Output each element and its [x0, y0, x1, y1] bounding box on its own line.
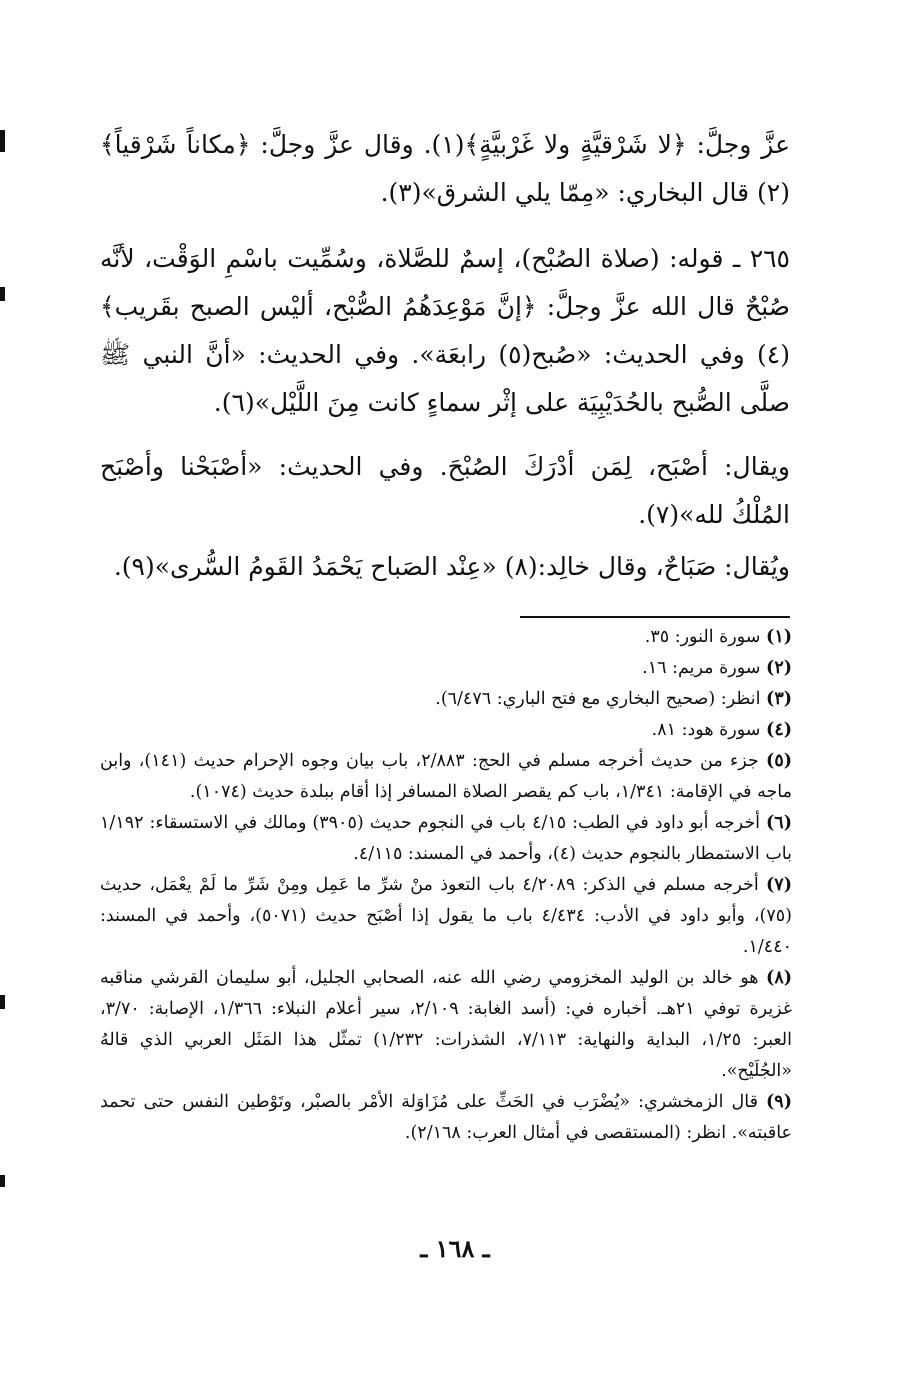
footnote-item [100, 746, 792, 808]
paragraph-asbaha: ويقال: أصْبَح، لِمَن أدْرَكَ الصُبْحَ. وفي الحديث: «أصْبَحْنا وأصْبَح المُلْكُ لله»(٧). [100, 452, 790, 529]
footnote-number: (٧) [766, 875, 792, 895]
page-number: ـ ١٦٨ ـ [420, 1234, 490, 1263]
footnote-number: (٥) [766, 751, 792, 771]
footnote-number: (٩) [766, 1092, 792, 1112]
footnote-item [100, 715, 792, 746]
scan-edge-mark [0, 287, 5, 301]
footnote-text: سورة النور: ٣٥. [644, 627, 761, 647]
footnote-item [100, 963, 792, 1087]
footnote-number: (٨) [766, 968, 792, 988]
footnote-number: (١) [766, 627, 792, 647]
footnote-text: انظر: (صحيح البخاري مع فتح الباري: ٦/٤٧٦). [435, 689, 761, 709]
footnote-text: أخرجه أبو داود في الطب: ٤/١٥ باب في النجوم حديث (٣٩٠٥) ومالك في الاستسقاء: ١/١٩٢ باب الاستمطار بالنجوم حديث (٤)، وأحمد في المسند: ٤/١١٥. [100, 813, 792, 864]
scan-edge-mark [0, 1175, 5, 1187]
footnote-item [100, 684, 792, 715]
paragraph-east-west: عزَّ وجلَّ: ﴿لا شَرْقيَّةٍ ولا غَرْبيَّةٍ﴾(١). وقال عزَّ وجلَّ: ﴿مكاناً شَرْقياً﴾(٢) قال البخاري: «مِمّا يلي الشرق»(٣). [100, 130, 790, 207]
footnote-text: سورة هود: ٨١. [651, 720, 761, 740]
footnote-item [100, 653, 792, 684]
footnote-number: (٦) [766, 813, 792, 833]
scan-edge-mark [0, 130, 5, 152]
footnote-text: جزء من حديث أخرجه مسلم في الحج: ٢/٨٨٣، باب بيان وجوه الإحرام حديث (١٤١)، وابن ماجه في الإقامة: ١/٣٤١، باب كم يقصر الصلاة المسافر إذا أقام ببلدة حديث (١٠٧٤). [100, 751, 792, 802]
footnote-number: (٢) [766, 658, 792, 678]
footnote-number: (٤) [766, 720, 792, 740]
footnotes [100, 622, 792, 1149]
footnote-text: سورة مريم: ١٦. [642, 658, 761, 678]
footnote-number: (٣) [766, 689, 792, 709]
paragraph-sabah: ويُقال: صَبَاحٌ، وقال خالِد:(٨) «عِنْد الصَباح يَحْمَدُ القَومُ السُّرى»(٩). [113, 552, 790, 581]
footnote-item [100, 870, 792, 963]
footnote-item [100, 808, 792, 870]
footnote-item [100, 1087, 792, 1149]
paragraph-morning-prayer: ٢٦٥ ـ قوله: (صلاة الصُبْح)، إسمٌ للصَّلاة، وسُمِّيت باسْمِ الوَقْت، لأنَّه صُبْحٌ قال الله عزَّ وجلَّ: ﴿إنَّ مَوْعِدَهُمُ الصُّبْح، أليْس الصبح بقَريب﴾(٤) وفي الحديث: «صُبح(٥) رابعَة». وفي الحديث: «أنَّ النبي ﷺ صلَّى الصُّبح بالحُدَيْبِيَة على إثْر سماءٍ كانت مِنَ اللَّيْل»(٦). [100, 244, 790, 417]
footnote-text: أخرجه مسلم في الذكر: ٤/٢٠٨٩ باب التعوذ منْ شرِّ ما عَمِل ومِنْ شَرِّ ما لَمْ يعْمَل، حديث (٧٥)، وأبو داود في الأدب: ٤/٤٣٤ باب ما يقول إذا أصْبَح حديث (٥٠٧١)، وأحمد في المسند: ١/٤٤٠. [100, 875, 792, 957]
footnote-separator [520, 616, 790, 618]
footnote-item [100, 622, 792, 653]
footnote-text: قال الزمخشري: «يُضْرَب في الحَثِّ على مُزَاوَلة الأمْر بالصبْر، وتَوْطين النفس حتى تحمد عاقبته». انظر: (المستقصى في أمثال العرب: ٢/١٦٨). [100, 1092, 792, 1143]
scan-edge-mark [0, 995, 5, 1009]
footnote-text: هو خالد بن الوليد المخزومي رضي الله عنه، الصحابي الجليل، أبو سليمان القرشي مناقبه غزيرة توفي ٢١هـ. أخباره في: (أسد الغابة: ٢/١٠٩، سير أعلام النبلاء: ١/٣٦٦، الإصابة: ٣/٧٠، العبر: ١/٢٥، البداية والنهاية: ٧/١١٣، الشذرات: ١/٢٣٢) تمثّل هذا المَثَل العربي الذي قالهُ «الجُلَيْح». [100, 968, 792, 1081]
main-text [100, 121, 790, 591]
